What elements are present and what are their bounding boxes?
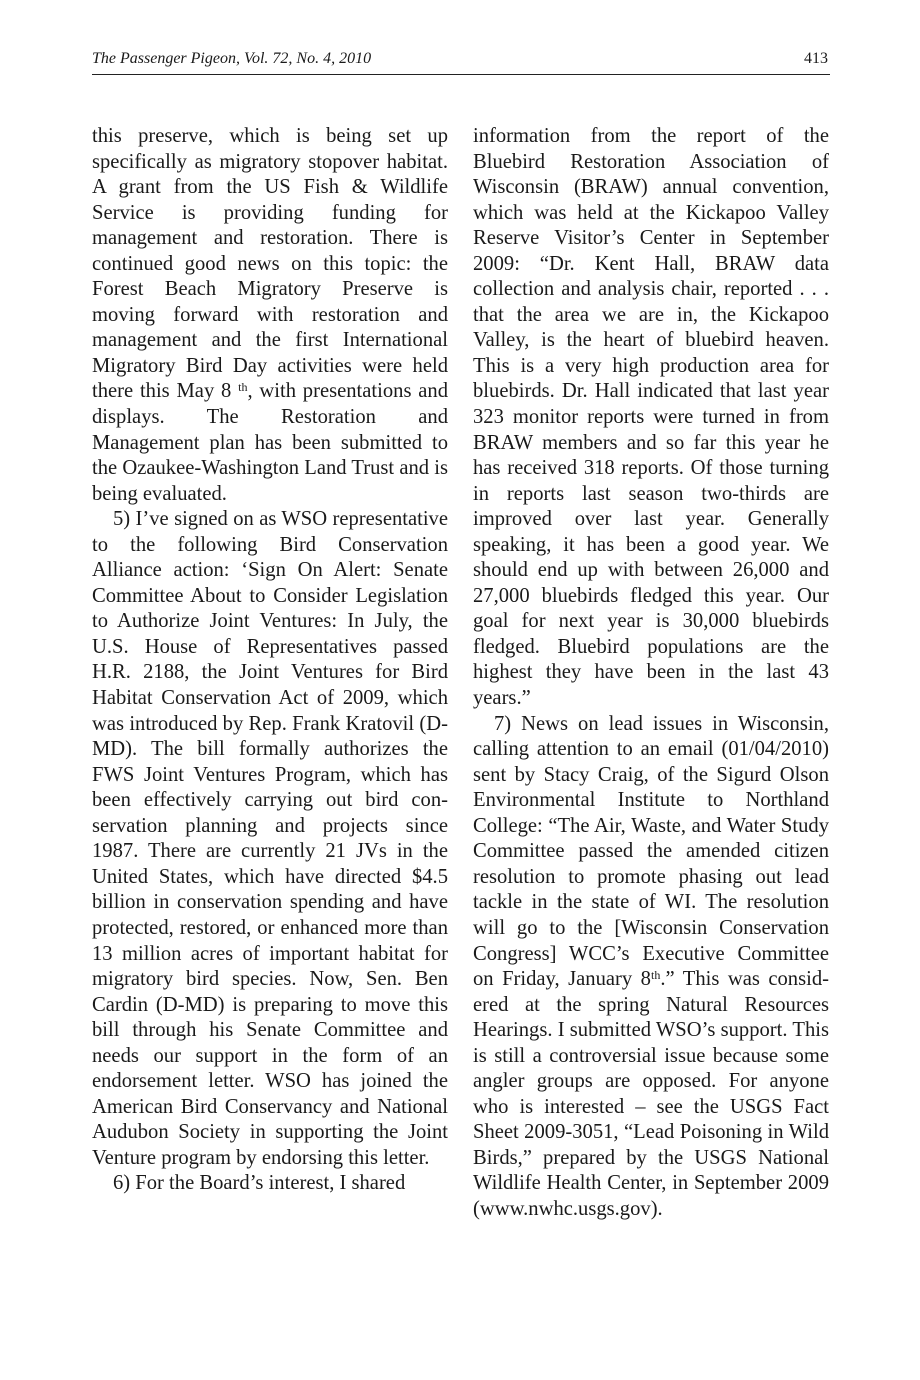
journal-citation: The Passenger Pigeon, Vol. 72, No. 4, 2010 [92, 50, 372, 67]
paragraph-text: , with presentations and displays. The Restoration and Management plan has been submitted to the Ozaukee-Washington Land Trust and is being evaluated. [92, 380, 448, 505]
left-column [92, 124, 448, 1197]
ordinal-superscript: th [650, 968, 661, 983]
right-column [473, 124, 829, 1223]
paragraph-text: 7) News on lead issues in Wisconsin, calling attention to an email (01/04/2010) sent by Stacy Craig, of the Sigurd Olson Environmental Institute to Northland College: “The Air, Waste, and Water Study Committee passed the amended citizen resolution to promote phasing out lead tackle in the state of WI. The resolution will go to the [Wisconsin Conservation Congress] WCC’s Executive Committee on Friday, January 8 [473, 712, 829, 991]
paragraph-preserve [92, 124, 448, 507]
paragraph-text: .” This was considered at the spring Natural Resources Hearings. I submitted WSO’s support. This is still a controversial issue because some angler groups are opposed. For anyone who is interested – see the USGS Fact Sheet 2009-3051, “Lead Poisoning in Wild Birds,” prepared by the USGS National Wildlife Health Center, in September 2009 (www.nwhc.usgs.gov). [473, 968, 829, 1220]
paragraph-braw-report: information from the report of the Bluebird Restoration Association of Wisconsin (BRAW) annual convention, which was held at the Kickapoo Valley Reserve Visitor’s Center in September 2009: “Dr. Kent Hall, BRAW data collection and analysis chair, reported . . . that the area we are in, the Kickapoo Valley, is the heart of bluebird heaven. This is a very high production area for bluebirds. Dr. Hall indicated that last year 323 monitor reports were turned in from BRAW members and so far this year he has received 318 reports. Of those turning in reports last season two-thirds are improved over last year. Generally speaking, it has been a good year. We should end up with between 26,000 and 27,000 bluebirds fledged this year. Our goal for next year is 30,000 bluebirds fledged. Bluebird populations are the highest they have been in the last 43 years.” [473, 125, 829, 710]
paragraph-item-6: 6) For the Board’s interest, I shared [113, 1172, 406, 1195]
paragraph-item-5: 5) I’ve signed on as WSO representative to the following Bird Conservation Alliance action: ‘Sign On Alert: Senate Committee About to Consider Legislation to Authorize Joint Ventures: In July, the U.S. House of Representatives passed H.R. 2188, the Joint Ventures for Bird Habitat Conservation Act of 2009, which was introduced by Rep. Frank Kratovil (D-MD). The bill formally authorizes the FWS Joint Ventures Program, which has been effectively carrying out bird conservation planning and projects since 1987. There are currently 21 JVs in the United States, which have directed $4.5 billion in conservation spending and have protected, restored, or enhanced more than 13 million acres of important habitat for migratory bird species. Now, Sen. Ben Cardin (D-MD) is preparing to move this bill through his Senate Committee and needs our support in the form of an endorsement letter. WSO has joined the American Bird Conservancy and National Audubon Society in supporting the Joint Venture program by endorsing this letter. [92, 508, 448, 1169]
paragraph-text: this preserve, which is being set up specifically as migratory stopover habitat. A grant from the US Fish & Wildlife Service is providing funding for management and restoration. There is continued good news on this topic: the Forest Beach Migratory Preserve is moving forward with restoration and management and the first International Migratory Bird Day activities were held there this May 8 [92, 125, 448, 403]
paragraph-item-7 [473, 712, 829, 1223]
running-header [92, 48, 830, 75]
ordinal-superscript: th [238, 380, 248, 395]
page-number: 413 [804, 50, 828, 67]
